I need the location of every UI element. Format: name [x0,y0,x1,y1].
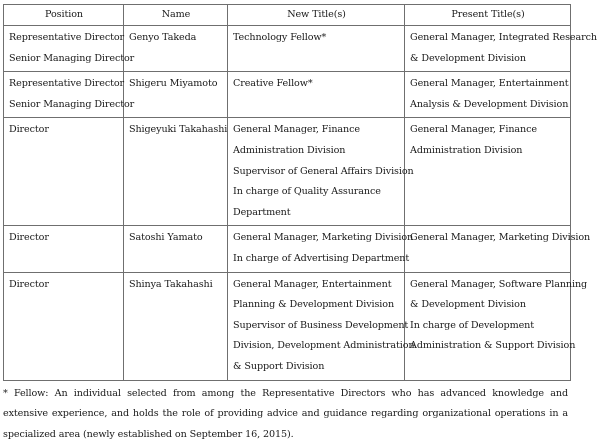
name-cell [124,118,228,226]
cell-line: Planning & Development Division [233,295,400,316]
table-row [4,226,571,272]
cell-line: Director [9,275,119,296]
cell-line: Director [9,120,119,141]
cell-line: Administration & Support Division [410,336,566,357]
new-titles-cell [228,226,405,272]
cell-line: Analysis & Development Division [410,95,566,116]
cell-line: Shigeyuki Takahashi [129,120,223,141]
position-cell [4,72,124,118]
name-cell [124,226,228,272]
header-present-titles: Present Title(s) [405,5,571,26]
cell-line: Shinya Takahashi [129,275,223,296]
cell-line: Representative Director [9,28,119,49]
cell-line: Director [9,228,119,249]
table-row [4,118,571,226]
header-position: Position [4,5,124,26]
cell-line: General Manager, Marketing Division [233,228,400,249]
cell-line: Genyo Takeda [129,28,223,49]
cell-line: In charge of Quality Assurance [233,182,400,203]
cell-line: Division, Development Administration [233,336,400,357]
new-titles-cell [228,272,405,380]
new-titles-cell [228,26,405,72]
cell-line: Satoshi Yamato [129,228,223,249]
cell-line: General Manager, Entertainment [233,275,400,296]
cell-line: General Manager, Software Planning [410,275,566,296]
new-titles-cell [228,118,405,226]
cell-line: Senior Managing Director [9,49,119,70]
cell-line: & Development Division [410,49,566,70]
position-cell [4,118,124,226]
table-body [4,26,571,381]
director-titles-table [3,4,571,381]
cell-line: Administration Division [233,141,400,162]
present-titles-cell [405,272,571,380]
header-new-titles: New Title(s) [228,5,405,26]
document-page [3,4,570,445]
header-name: Name [124,5,228,26]
table-row [4,272,571,380]
cell-line: Senior Managing Director [9,95,119,116]
position-cell [4,272,124,380]
cell-line: Representative Director [9,74,119,95]
cell-line: & Support Division [233,357,400,378]
name-cell [124,72,228,118]
table-row [4,72,571,118]
cell-line: In charge of Development [410,316,566,337]
present-titles-cell [405,118,571,226]
name-cell [124,26,228,72]
cell-line: General Manager, Finance [410,120,566,141]
position-cell [4,26,124,72]
cell-line: Department [233,203,400,224]
cell-line: General Manager, Entertainment [410,74,566,95]
new-titles-cell [228,72,405,118]
cell-line: Supervisor of Business Development [233,316,400,337]
cell-line: Creative Fellow* [233,74,400,95]
table-row [4,26,571,72]
present-titles-cell [405,226,571,272]
cell-line: General Manager, Marketing Division [410,228,566,249]
position-cell [4,226,124,272]
footnote: * Fellow: An individual selected from among the Representative Directors who has advanced knowledge and extensive experience, and holds the role of providing advice and guidance regarding organizational operations in a specialized area (newly established on September 16, 2015). [3,384,568,445]
cell-line: General Manager, Integrated Research [410,28,566,49]
cell-line: Technology Fellow* [233,28,400,49]
cell-line: & Development Division [410,295,566,316]
cell-line: Shigeru Miyamoto [129,74,223,95]
present-titles-cell [405,72,571,118]
cell-line: In charge of Advertising Department [233,249,400,270]
table-header-row [4,5,571,26]
cell-line: Administration Division [410,141,566,162]
cell-line: Supervisor of General Affairs Division [233,162,400,183]
name-cell [124,272,228,380]
present-titles-cell [405,26,571,72]
cell-line: General Manager, Finance [233,120,400,141]
